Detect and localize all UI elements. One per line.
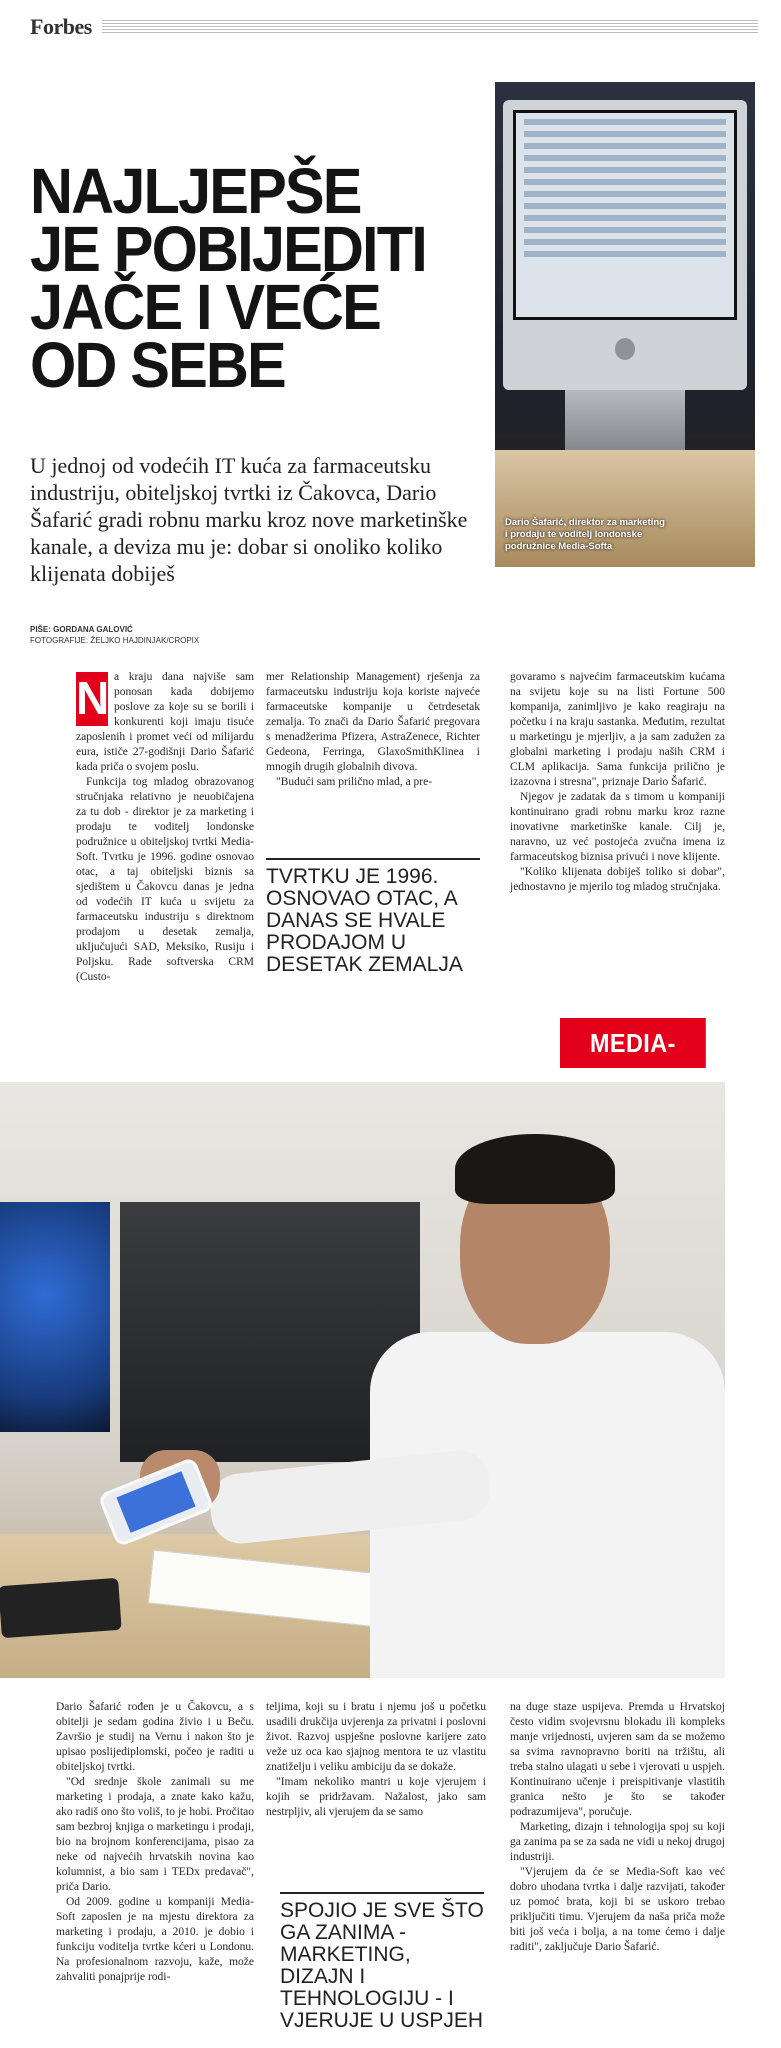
tablet-shape bbox=[0, 1578, 122, 1638]
body-paragraph: "Vjerujem da će se Media-Soft kao već dobro uhodana tvrtka i dalje razvijati, također uz pomoć brata, koji bi se uskoro trebao priključiti timu. Vjerujem da naša priča može biti još veća i bolja, a na tome ćemo i dalje raditi", zaključuje Dario Šafarić. bbox=[510, 1866, 725, 1953]
masthead bbox=[30, 12, 758, 42]
body-paragraph: govaramo s najvećim farmaceutskim kućama na svijetu koje su na listi Fortune 500 kompanija, zanimljivo je kako reagiraju na početku i na kraju sastanka. Međutim, rezultat u marketingu je mjerljiv, a ja sam zadužen za globalni marketing i prodaju naših CRM i CLM aplikacija. Sama funkcija prilično je izazovna i stresna", priznaje Dario Šafarić. bbox=[510, 671, 725, 788]
imac-screen bbox=[513, 110, 737, 320]
headline-line: JE POBIJEDITI bbox=[30, 213, 426, 285]
body-paragraph: Dario Šafarić rođen je u Čakovcu, a s obitelji je sedam godina živio i u Beču. Završio je studij na Vernu i nakon što je upisao poslijediplomski, počeo je raditi u obiteljskoj tvrtki. bbox=[56, 1701, 254, 1773]
body-column-1 bbox=[76, 670, 254, 985]
hero-photo-caption: Dario Šafarić, direktor za marketing i prodaju te voditelj londonske podružnice Media-Softa bbox=[505, 517, 665, 552]
media-soft-logo: MEDIA- bbox=[560, 1018, 706, 1068]
portrait-photo bbox=[0, 1082, 725, 1678]
headline-line: NAJLJEPŠE bbox=[30, 155, 361, 227]
body-paragraph: Njegov je zadatak da s timom u kompaniji kontinuirano gradi robnu marku kroz razne inovativne marketinške kanale. Cilj je, naravno, uz već postojeća zvučna imena iz farmaceutskog biznisa privući i nove klijente. bbox=[510, 791, 725, 863]
headline-line: JAČE I VEĆE bbox=[30, 271, 380, 343]
apple-logo-icon bbox=[615, 338, 635, 360]
lead-text: a kraju dana najviše sam ponosan kada dobijemo poslove za koje su se borili i konkurenti koji imaju tisuće zaposlenih i promet veći od milijardu eura, ističe 27-godišnji Dario Šafarić kada priča o svojem poslu. bbox=[76, 671, 254, 773]
body-paragraph: na duge staze uspijeva. Premda u Hrvatskoj često vidim svojevrsnu blokadu ili kompleks manje vrijednosti, uvjeren sam da se možemo sa svima ravnopravno boriti na tržištu, ali treba stalno ulagati u sebe i vjerovati u uspjeh. Kontinuirano učenje i preispitivanje vlastitih granica nešto je što se također podrazumijeva", poručuje. bbox=[510, 1701, 725, 1818]
body-paragraph: Marketing, dizajn i tehnologija spoj su koji ga zanima pa se za sada ne vidi u nekoj drugoj industriji. bbox=[510, 1821, 725, 1863]
pull-quote: TVRTKU JE 1996. OSNOVAO OTAC, A DANAS SE HVALE PRODAJOM U DESETAK ZEMALJA bbox=[266, 858, 480, 976]
pull-quote: SPOJIO JE SVE ŠTO GA ZANIMA - MARKETING, DIZAJN I TEHNOLOGIJU - I VJERUJE U USPJEH bbox=[280, 1892, 484, 2032]
lead-paragraph bbox=[76, 670, 254, 775]
body-paragraph: teljima, koji su i bratu i njemu još u početku usadili drukčija uvjerenja za privatni i poslovni život. Razvoj uspješne poslovne karijere zato veže uz oca kao sjajnog mentora te uz vlastitu znatiželju i veliku ambiciju da se dokaže. bbox=[266, 1701, 486, 1773]
headline-line: OD SEBE bbox=[30, 329, 285, 401]
body-paragraph: Od 2009. godine u kompaniji Media-Soft zaposlen je na mjestu direktora za marketing i prodaju, a 2010. je dobio i funkciju voditelja tvrtke kćeri u Londonu. Na profesionalnom razvoju, kaže, može zahvaliti ponajprije rodi- bbox=[56, 1896, 254, 1983]
body-paragraph: "Koliko klijenata dobiješ toliko si dobar", jednostavno je mjerilo tog mladog stručnjaka. bbox=[510, 866, 725, 893]
body-paragraph: "Imam nekoliko mantri u koje vjerujem i kojih se pridržavam. Nažalost, jako sam nestrpljiv, ali vjerujem da se samo bbox=[266, 1776, 486, 1818]
article-headline bbox=[30, 155, 467, 401]
photo-credit: FOTOGRAFIJE: ŽELJKO HAJDINJAK/CROPIX bbox=[30, 636, 200, 645]
person-hair bbox=[455, 1134, 615, 1204]
body-paragraph: Funkcija tog mladog obrazovanog stručnjaka relativno je neuobičajena za tu dob - direktor je za marketing i prodaju te voditelj londonske podružnice u obiteljskoj tvrtki Media-Soft. Tvrtku je 1996. godine osnovao otac, a taj obiteljski biznis sa sjedištem u Čakovcu danas je jedna od vodećih IT kuća u svijetu za farmaceutsku industriju s direktnom prodajom u desetak zemalja, uključujući SAD, Meksiko, Rusiju i Poljsku. Rade softverska CRM (Custo- bbox=[76, 776, 254, 983]
byline bbox=[30, 624, 199, 646]
body-column-3 bbox=[510, 670, 725, 895]
body-column-6 bbox=[510, 1700, 725, 1955]
body-column-5 bbox=[266, 1700, 486, 1820]
body-paragraph: "Od srednje škole zanimali su me marketing i prodaja, a znate kako kažu, ako radiš ono što voliš, to je hobi. Pročitao sam bezbroj knjiga o marketingu i prodaji, bio na brojnom konferencijama, pisao za neke od najvećih hrvatskih novina kao kolumnist, a bio sam i TEDx predavač", priča Dario. bbox=[56, 1776, 254, 1893]
forbes-logo: Forbes bbox=[30, 14, 92, 39]
monitor-shape bbox=[0, 1202, 110, 1432]
drop-cap: N bbox=[76, 672, 110, 724]
body-paragraph: mer Relationship Management) rješenja za farmaceutsku industriju koja koriste najveće farmaceutske kompanije u četrdesetak zemalja. To znači da Dario Šafarić pregovara s menadžerima Pfizera, AstraZenece, Richter Gedeona, Ferringa, GlaxoSmithKlinea i mnogih drugih globalnih divova. bbox=[266, 671, 480, 773]
body-column-2 bbox=[266, 670, 480, 790]
body-column-4 bbox=[56, 1700, 254, 1985]
hero-photo bbox=[495, 82, 755, 567]
masthead-rule bbox=[102, 20, 758, 34]
author-credit: PIŠE: GORDANA GALOVIĆ bbox=[30, 625, 133, 634]
article-standfirst: U jednoj od vodećih IT kuća za farmaceutsku industriju, obiteljskoj tvrtki iz Čakovca, Dario Šafarić gradi robnu marku kroz nove marketinške kanale, a deviza mu je: dobar si onoliko koliko klijenata dobiješ bbox=[30, 453, 468, 586]
imac-illustration bbox=[503, 100, 747, 390]
body-paragraph: "Budući sam prilično mlad, a pre- bbox=[276, 776, 433, 788]
